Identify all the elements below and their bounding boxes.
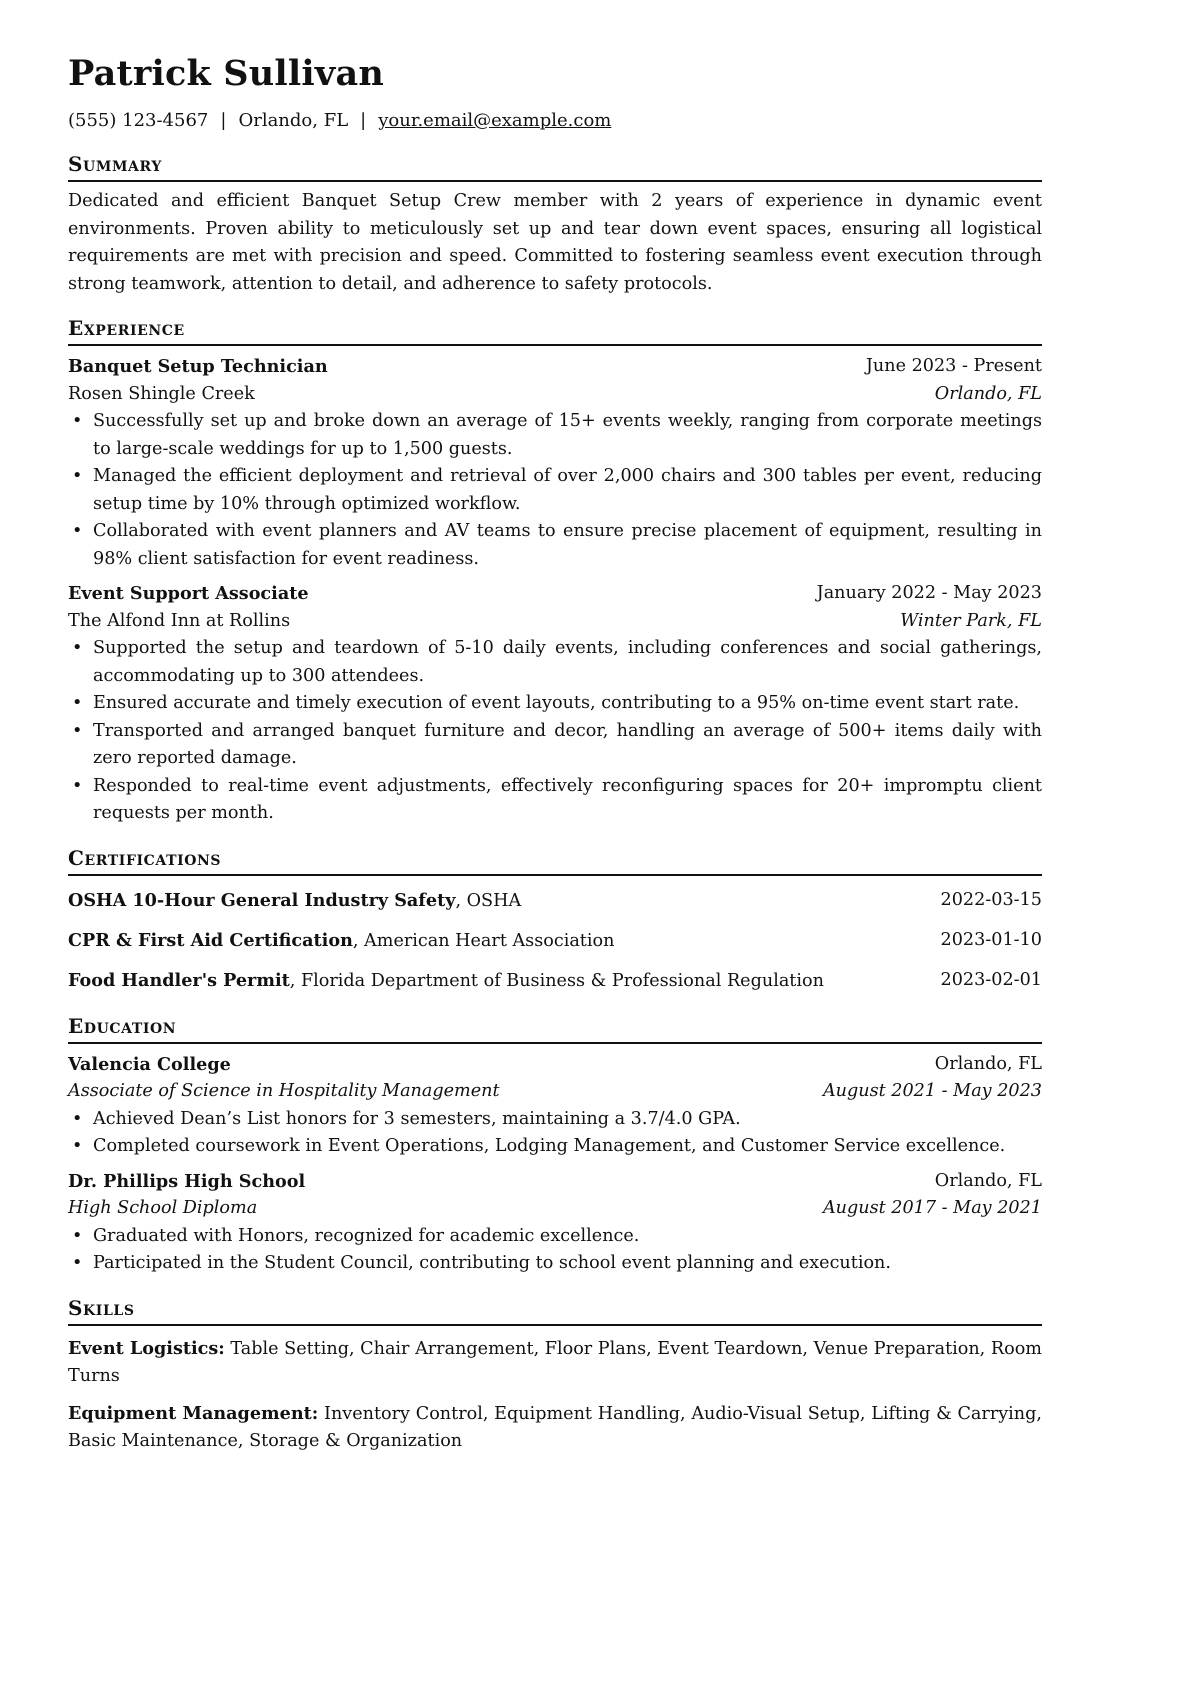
job-dates: June 2023 - Present <box>865 356 1042 376</box>
candidate-name: Patrick Sullivan <box>68 53 384 94</box>
skill-label: Equipment Management: <box>68 1402 319 1424</box>
cert-issuer: , OSHA <box>455 891 522 911</box>
school-location: Orlando, FL <box>934 1053 1042 1074</box>
degree: High School Diploma <box>68 1198 258 1218</box>
email-link[interactable]: your.email@example.com <box>378 110 612 131</box>
location: Orlando, FL <box>238 110 349 131</box>
section-title-experience: Experience <box>68 315 1042 346</box>
job-entry <box>68 580 1042 828</box>
cert-name: Food Handler's Permit <box>68 970 290 991</box>
company-name: Rosen Shingle Creek <box>68 383 255 404</box>
job-bullets <box>68 408 1042 573</box>
job-dates: January 2022 - May 2023 <box>816 583 1042 603</box>
job-location: Orlando, FL <box>934 383 1042 404</box>
school-location: Orlando, FL <box>934 1170 1042 1191</box>
job-location: Winter Park, FL <box>900 610 1042 631</box>
cert-date: 2022-03-15 <box>940 890 1042 910</box>
education-entry <box>68 1051 1042 1161</box>
skill-label: Event Logistics: <box>68 1337 225 1359</box>
job-title: Event Support Associate <box>68 583 309 604</box>
summary-text: Dedicated and efficient Banquet Setup Crew member with 2 years of experience in dynamic event environments. Proven ability to meticulously set up and tear down event spaces, ensuring all logistical requirements are met with precision and speed. Committed to fostering seamless event execution through strong teamwork, attention to detail, and adherence to safety protocols. <box>68 191 1042 294</box>
job-title: Banquet Setup Technician <box>68 356 328 377</box>
skill-items: Table Setting, Chair Arrangement, Floor Plans, Event Teardown, Venue Preparation, Room Turns <box>68 1338 1042 1386</box>
section-title-skills: Skills <box>68 1295 1042 1326</box>
cert-date: 2023-01-10 <box>940 930 1042 950</box>
degree: Associate of Science in Hospitality Management <box>68 1081 500 1101</box>
bullet-item: • Completed coursework in Event Operations, Lodging Management, and Customer Service excellence. <box>68 1133 1042 1161</box>
skill-group <box>68 1335 1042 1391</box>
education-entry <box>68 1168 1042 1278</box>
section-title-education: Education <box>68 1013 1042 1044</box>
bullet-item: • Supported the setup and teardown of 5-10 daily events, including conferences and social gatherings, accommodating up to 300 attendees. <box>68 635 1042 690</box>
contact-line <box>68 108 1042 134</box>
bullet-item: • Graduated with Honors, recognized for academic excellence. <box>68 1223 1042 1251</box>
certification-item <box>68 887 1042 916</box>
cert-name: OSHA 10-Hour General Industry Safety <box>68 890 456 911</box>
cert-issuer: , American Heart Association <box>352 931 615 951</box>
bullet-item: • Successfully set up and broke down an average of 15+ events weekly, ranging from corporate meetings to large-scale weddings for up to 1,500 guests. <box>68 408 1042 463</box>
phone-number: (555) 123-4567 <box>68 110 209 131</box>
certification-item <box>68 927 1042 956</box>
certification-item <box>68 967 1042 996</box>
school-name: Valencia College <box>68 1053 231 1075</box>
resume-page <box>68 52 1042 1456</box>
skill-group <box>68 1400 1042 1456</box>
education-bullets <box>68 1106 1042 1161</box>
bullet-item: • Ensured accurate and timely execution of event layouts, contributing to a 95% on-time event start rate. <box>68 690 1042 718</box>
job-bullets <box>68 635 1042 828</box>
separator: | <box>220 110 227 131</box>
bullet-item: • Transported and arranged banquet furniture and decor, handling an average of 500+ items daily with zero reported damage. <box>68 718 1042 773</box>
cert-date: 2023-02-01 <box>940 970 1042 990</box>
education-dates: August 2017 - May 2021 <box>822 1198 1042 1218</box>
education-bullets <box>68 1223 1042 1278</box>
company-name: The Alfond Inn at Rollins <box>68 610 291 631</box>
bullet-item: • Responded to real-time event adjustments, effectively reconfiguring spaces for 20+ impromptu client requests per month. <box>68 773 1042 828</box>
bullet-item: • Achieved Dean’s List honors for 3 semesters, maintaining a 3.7/4.0 GPA. <box>68 1106 1042 1134</box>
cert-name: CPR & First Aid Certification <box>68 930 353 951</box>
section-title-summary: Summary <box>68 151 1042 182</box>
bullet-item: • Participated in the Student Council, contributing to school event planning and execution. <box>68 1250 1042 1278</box>
skill-items: Inventory Control, Equipment Handling, Audio-Visual Setup, Lifting & Carrying, Basic Maintenance, Storage & Organization <box>68 1403 1042 1451</box>
section-title-certifications: Certifications <box>68 845 1042 876</box>
cert-issuer: , Florida Department of Business & Professional Regulation <box>289 971 824 991</box>
education-dates: August 2021 - May 2023 <box>822 1081 1042 1101</box>
separator: | <box>360 110 367 131</box>
bullet-item: • Managed the efficient deployment and retrieval of over 2,000 chairs and 300 tables per event, reducing setup time by 10% through optimized workflow. <box>68 463 1042 518</box>
school-name: Dr. Phillips High School <box>68 1170 306 1192</box>
bullet-item: • Collaborated with event planners and AV teams to ensure precise placement of equipment, resulting in 98% client satisfaction for event readiness. <box>68 518 1042 573</box>
job-entry <box>68 353 1042 573</box>
